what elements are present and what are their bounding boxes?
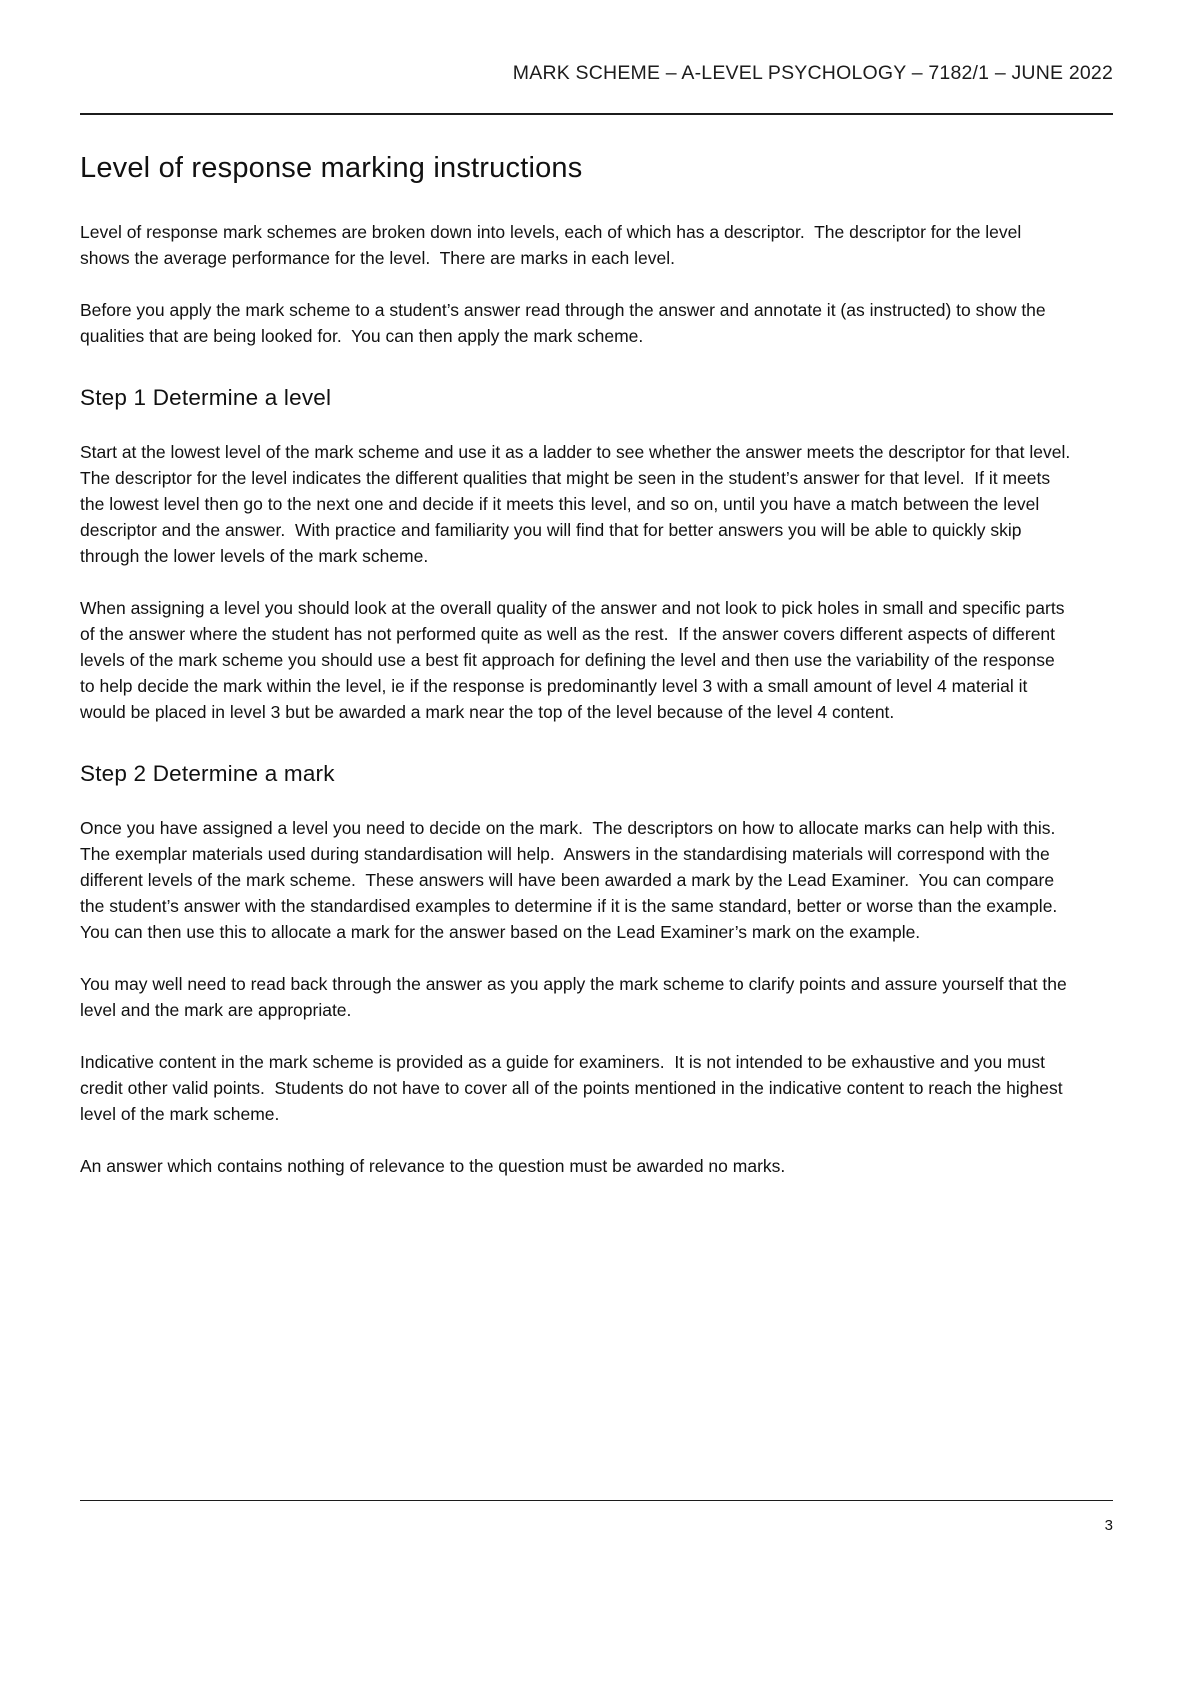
page-header: [80, 0, 1113, 115]
header-title: MARK SCHEME – A-LEVEL PSYCHOLOGY – 7182/1 – JUNE 2022: [512, 62, 1113, 84]
page-number: 3: [1104, 1517, 1113, 1534]
step2-paragraph-3: Indicative content in the mark scheme is provided as a guide for examiners. It is not intended to be exhaustive and you must credit other valid points. Students do not have to cover all of the points mentioned in the indicative content to reach the highest level of the mark scheme.: [80, 1052, 1068, 1124]
page-title: Level of response marking instructions: [80, 152, 583, 184]
intro-paragraph-2: Before you apply the mark scheme to a student’s answer read through the answer and annotate it (as instructed) to show the qualities that are being looked for. You can then apply the mark scheme.: [80, 300, 1051, 346]
page-footer: [80, 1500, 1113, 1535]
intro-paragraph-1: Level of response mark schemes are broken down into levels, each of which has a descriptor. The descriptor for the level shows the average performance for the level. There are marks in each level.: [80, 222, 1027, 268]
step2-paragraph-2: You may well need to read back through the answer as you apply the mark scheme to clarify points and assure yourself that the level and the mark are appropriate.: [80, 974, 1072, 1020]
step2-heading: Step 2 Determine a mark: [80, 761, 335, 786]
step1-paragraph-1: Start at the lowest level of the mark scheme and use it as a ladder to see whether the answer meets the descriptor for that level. The descriptor for the level indicates the different qualities that might be seen in the student’s answer for that level. If it meets the lowest level then go to the next one and decide if it meets this level, and so on, until you have a match between the level descriptor and the answer. With practice and familiarity you will find that for better answers you will be able to quickly skip through the lower levels of the mark scheme.: [80, 442, 1080, 566]
header-rule: [80, 113, 1113, 115]
step1-paragraph-2: When assigning a level you should look at the overall quality of the answer and not look to pick holes in small and specific parts of the answer where the student has not performed quite as well as the rest. If the answer covers different aspects of different levels of the mark scheme you should use a best fit approach for defining the level and then use the variability of the response to help decide the mark within the level, ie if the response is predominantly level 3 with a small amount of level 4 material it would be placed in level 3 but be awarded a mark near the top of the level because of the level 4 content.: [80, 598, 1070, 722]
page-content: [80, 152, 1080, 1205]
step1-heading: Step 1 Determine a level: [80, 385, 332, 410]
footer-rule: [80, 1500, 1113, 1502]
step2-paragraph-4: An answer which contains nothing of relevance to the question must be awarded no marks.: [80, 1156, 786, 1176]
step2-paragraph-1: Once you have assigned a level you need to decide on the mark. The descriptors on how to allocate marks can help with this. The exemplar materials used during standardisation will help. Answers in the standardising materials will correspond with the different levels of the mark scheme. These answers will have been awarded a mark by the Lead Examiner. You can compare the student’s answer with the standardised examples to determine if it is the same standard, better or worse than the example. You can then use this to allocate a mark for the answer based on the Lead Examiner’s mark on the example.: [80, 818, 1067, 942]
